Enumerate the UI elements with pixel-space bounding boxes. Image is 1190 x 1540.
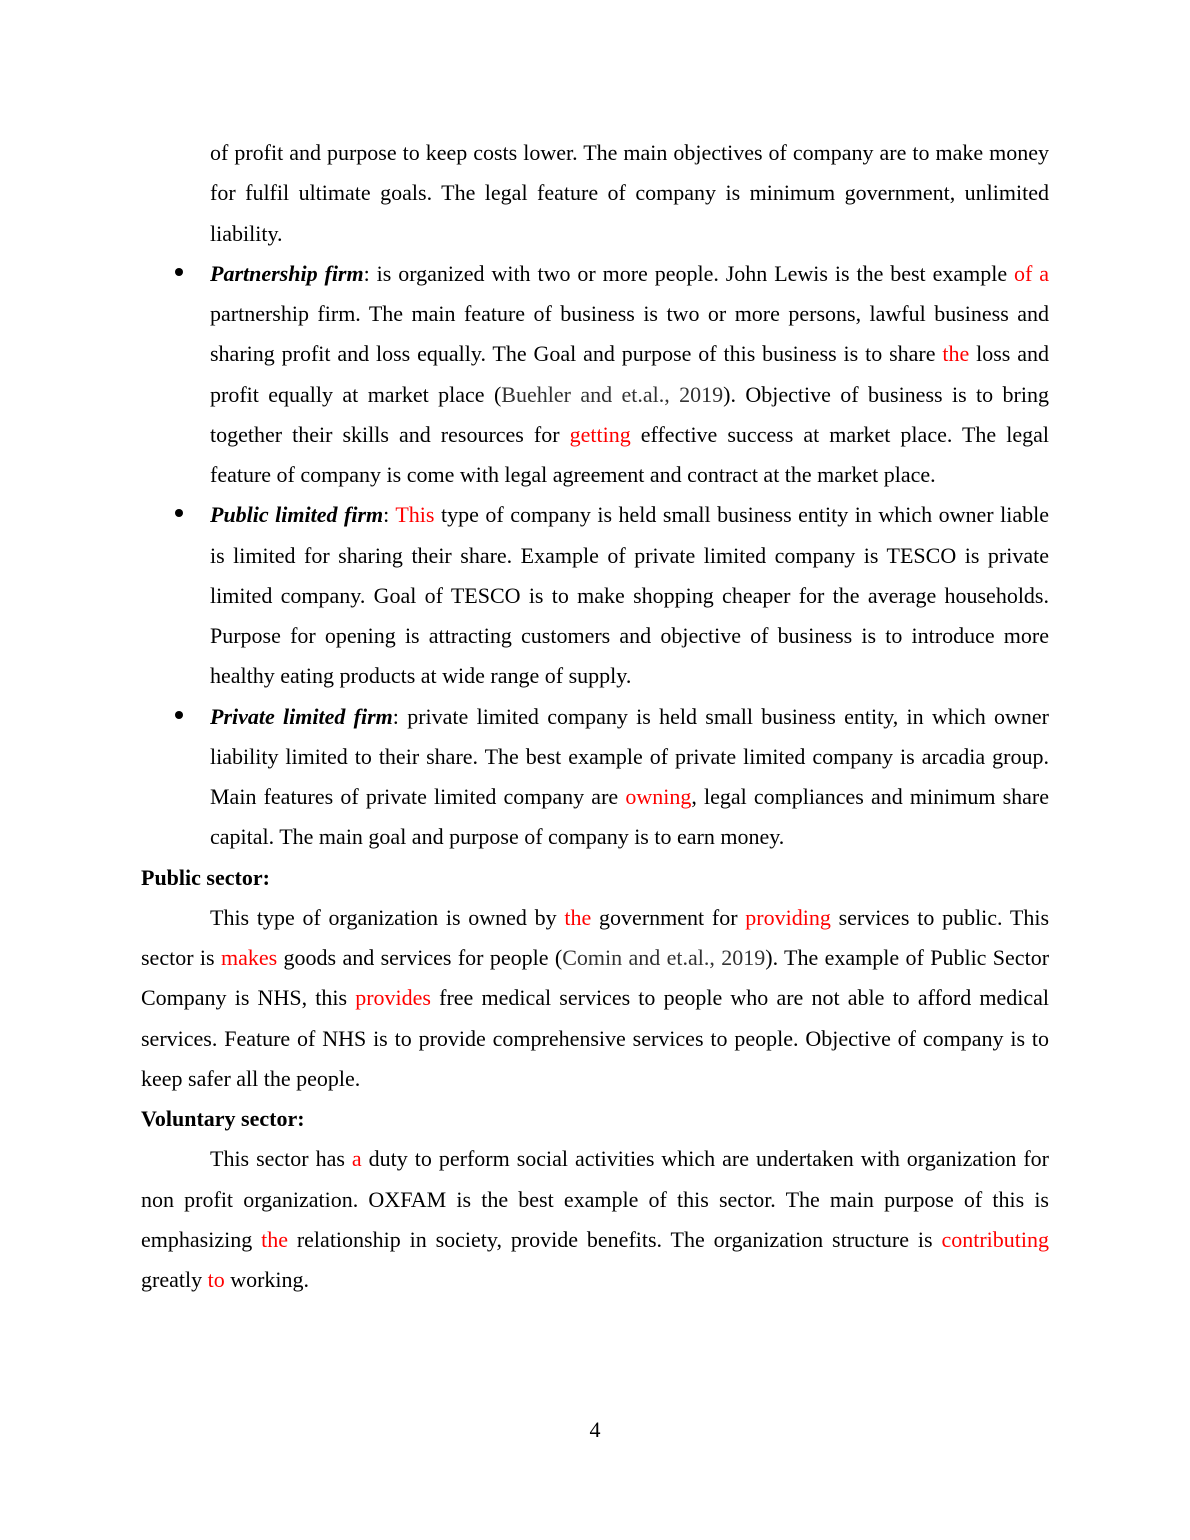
text-segment: : is organized with two or more people. John Lewis is the best example xyxy=(363,260,1014,286)
citation: Buehler and et.al., 2019 xyxy=(501,381,724,407)
text-segment: : private limited company is held small business entity, in which owner liability limited to their share. The best example of private limited company is arcadia group. Main features of private limited company are xyxy=(210,703,1049,809)
text-segment: greatly xyxy=(141,1267,208,1292)
highlighted-text: This xyxy=(395,502,435,528)
paragraph-voluntary-sector xyxy=(141,1139,1049,1300)
paragraph-public-sector xyxy=(141,898,1049,1099)
bullet-icon xyxy=(175,268,183,276)
heading-public-sector: Public sector: xyxy=(141,864,270,890)
text-segment: , legal compliances and minimum share capital. The main goal and purpose of company is to earn money. xyxy=(210,784,1049,850)
text-segment: goods and services for people ( xyxy=(277,945,563,970)
heading-voluntary-sector: Voluntary sector: xyxy=(141,1106,305,1131)
text-segment: services to public. This sector is xyxy=(141,904,1050,970)
highlighted-text: of a xyxy=(1014,260,1049,286)
bullet-icon xyxy=(175,711,183,719)
term-partnership-firm: Partnership firm xyxy=(210,260,364,286)
highlighted-text: the xyxy=(942,341,970,367)
list-item-partnership-firm xyxy=(141,254,1049,496)
text-segment: partnership firm. The main feature of business is two or more persons, lawful business and sharing profit and loss equally. The Goal and purpose of this business is to share xyxy=(210,301,1049,367)
highlighted-text: to xyxy=(207,1267,225,1292)
highlighted-text: a xyxy=(351,1146,362,1172)
highlighted-text: getting xyxy=(569,421,631,447)
text-segment: free medical services to people who are not able to afford medical services. Feature of NHS is to provide comprehensive services to people. Objective of company is to keep safer all the people. xyxy=(141,985,1049,1091)
term-private-limited-firm: Private limited firm xyxy=(210,703,393,729)
list-item-public-limited-firm xyxy=(141,495,1049,696)
text-segment: working. xyxy=(224,1267,310,1292)
list-item-private-limited-firm xyxy=(141,697,1049,858)
highlighted-text: makes xyxy=(220,945,278,970)
highlighted-text: provides xyxy=(355,985,431,1011)
text-segment: loss and profit equally at market place ( xyxy=(210,341,1050,407)
highlighted-text: providing xyxy=(745,904,831,930)
company-types-list xyxy=(141,254,1049,858)
bullet-icon xyxy=(175,509,183,517)
text-segment: duty to perform social activities which are undertaken with organization for non profit organization. OXFAM is the best example of this sector. The main purpose of this is emphasizing xyxy=(141,1146,1049,1252)
highlighted-text: owning xyxy=(625,784,692,809)
highlighted-text: the xyxy=(261,1226,288,1252)
text-segment: ). The example of Public Sector Company is NHS, this xyxy=(141,945,1050,1011)
text-segment: government for xyxy=(591,904,746,930)
text-segment: type of company is held small business entity in which owner liable is limited for sharing their share. Example of private limited company is TESCO is private limited company. Goal of TESCO is to make shopping cheaper for the average households. Purpose for opening is attracting customers and objective of business is to introduce more healthy eating products at wide range of supply. xyxy=(210,502,1050,689)
highlighted-text: contributing xyxy=(941,1226,1049,1252)
text-segment: This sector has xyxy=(210,1146,352,1172)
text-segment: effective success at market place. The legal feature of company is come with legal agreement and contract at the market place. xyxy=(210,421,1049,487)
citation: Comin and et.al., 2019 xyxy=(562,945,766,970)
body-text xyxy=(141,133,1049,1300)
text-segment: ). Objective of business is to bring together their skills and resources for xyxy=(210,381,1049,447)
page-number: 4 xyxy=(589,1417,601,1442)
term-public-limited-firm: Public limited firm xyxy=(210,502,384,528)
text-segment: relationship in society, provide benefits. The organization structure is xyxy=(287,1226,942,1252)
text-segment: This type of organization is owned by xyxy=(210,904,565,930)
text-segment: : xyxy=(383,502,396,528)
continuation-paragraph: of profit and purpose to keep costs lower. The main objectives of company are to make money for fulfil ultimate goals. The legal feature of company is minimum government, unlimited liability. xyxy=(210,140,1049,246)
highlighted-text: the xyxy=(564,904,592,930)
